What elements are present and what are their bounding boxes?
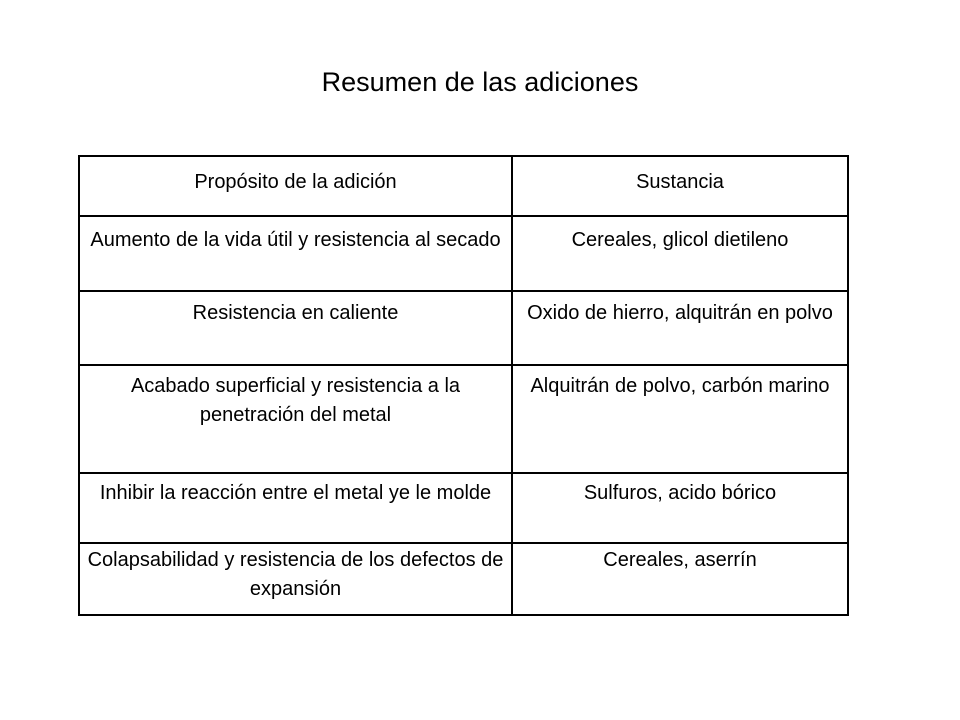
substance-cell: Cereales, glicol dietileno	[512, 216, 848, 291]
purpose-cell: Aumento de la vida útil y resistencia al secado	[79, 216, 512, 291]
table-row	[79, 543, 848, 615]
table-row	[79, 291, 848, 365]
substance-cell: Sulfuros, acido bórico	[512, 473, 848, 543]
table-header-row	[79, 156, 848, 216]
purpose-cell: Colapsabilidad y resistencia de los defectos de expansión	[79, 543, 512, 615]
header-purpose: Propósito de la adición	[79, 156, 512, 216]
table-row	[79, 216, 848, 291]
purpose-cell: Resistencia en caliente	[79, 291, 512, 365]
substance-cell: Oxido de hierro, alquitrán en polvo	[512, 291, 848, 365]
table-row	[79, 473, 848, 543]
table-row	[79, 365, 848, 473]
purpose-cell: Acabado superficial y resistencia a la penetración del metal	[79, 365, 512, 473]
purpose-cell: Inhibir la reacción entre el metal ye le molde	[79, 473, 512, 543]
page-title: Resumen de las adiciones	[321, 67, 639, 97]
substance-cell: Cereales, aserrín	[512, 543, 848, 615]
header-substance: Sustancia	[512, 156, 848, 216]
substance-cell: Alquitrán de polvo, carbón marino	[512, 365, 848, 473]
additions-table	[78, 155, 849, 616]
